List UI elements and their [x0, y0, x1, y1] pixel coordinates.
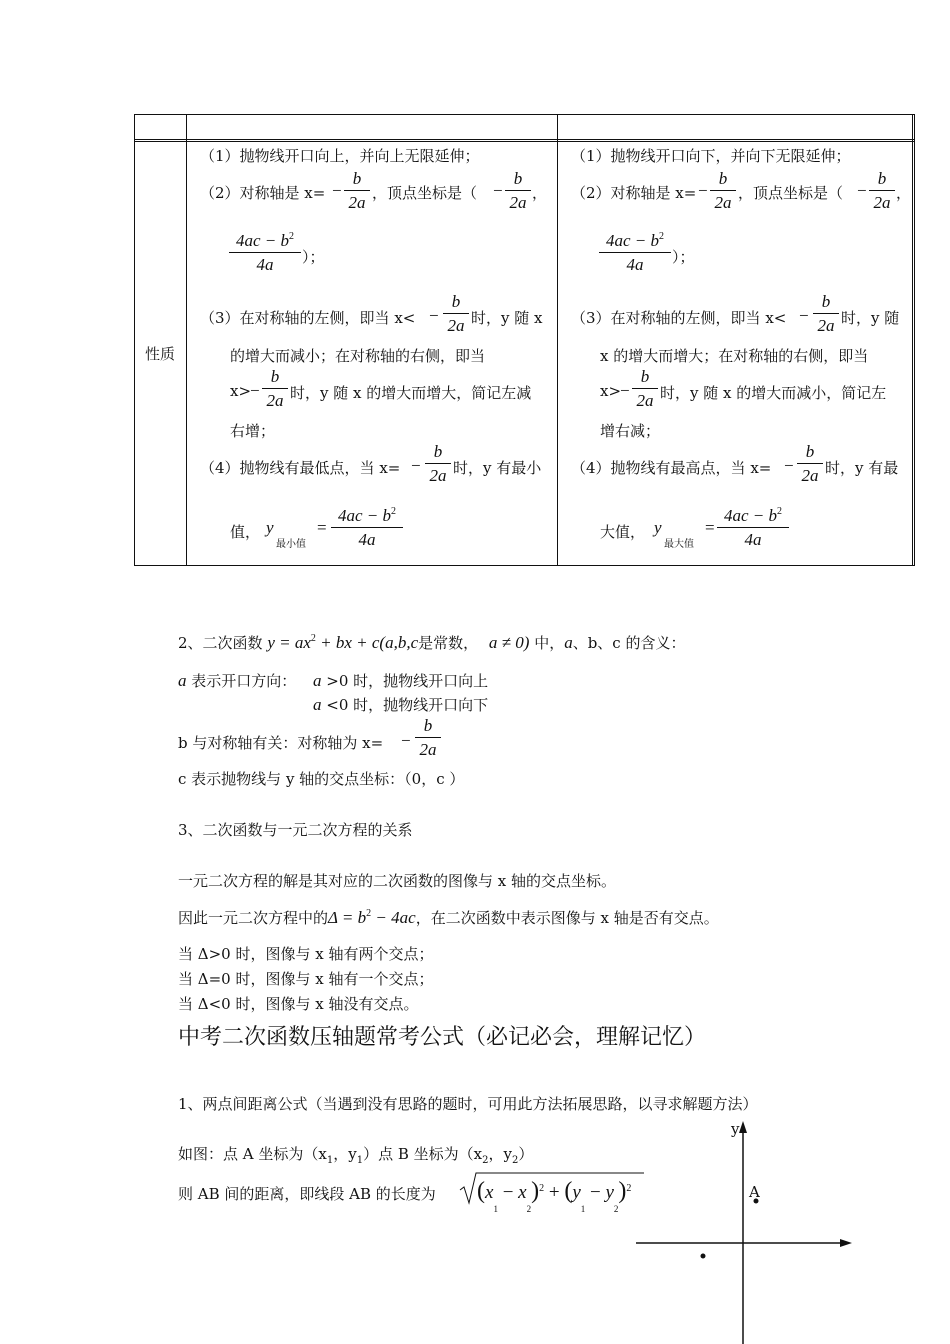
- row-label: 性质: [145, 345, 176, 363]
- table-row-divider: [134, 139, 915, 140]
- sec2-minus: −: [400, 731, 412, 750]
- right-prop-4b: 时，y 有最: [825, 459, 899, 477]
- sec4-p2: 则 AB 间的距离，即线段 AB 的长度为: [178, 1185, 436, 1203]
- table-row-divider-2: [134, 141, 915, 142]
- right-prop-1: （1）抛物线开口向下，并向下无限延伸；: [571, 147, 851, 165]
- left-prop-3e: 时，y 随 x 的增大而增大，简记左减: [290, 384, 532, 402]
- right-prop-3e: 时，y 随 x 的增大而减小，简记左: [660, 384, 887, 402]
- right-frac-ymax: $4ac - b^2$ 4a: [717, 507, 789, 548]
- right-frac-3: b 2a: [813, 293, 839, 334]
- left-prop-2d: ）；: [302, 248, 325, 266]
- right-minus-5: −: [783, 456, 795, 475]
- left-minus-1: −: [331, 181, 343, 200]
- left-prop-3b: 时，y 随 x: [471, 309, 543, 327]
- right-frac-5: b 2a: [797, 443, 823, 484]
- sec3-p1: 一元二次方程的解是其对应的二次函数的图像与 x 轴的交点坐标。: [178, 872, 616, 890]
- point-b: [701, 1254, 706, 1259]
- right-prop-2a: （2）对称轴是 x=: [571, 184, 697, 202]
- right-prop-3f: 增右减；: [600, 422, 661, 440]
- sec3-case-2: 当 Δ=0 时，图像与 x 轴有一个交点；: [178, 970, 434, 988]
- y-axis-label: y: [731, 1120, 740, 1138]
- sec3-title: 3、二次函数与一元二次方程的关系: [178, 821, 413, 839]
- left-minus-3: −: [428, 306, 440, 325]
- distance-formula: $(x_1 - x_2)^2 + (y_1 - y_2)^2$: [477, 1178, 632, 1214]
- right-minus-1: −: [697, 181, 709, 200]
- left-prop-3f: 右增；: [230, 422, 276, 440]
- table-border-left: [134, 114, 135, 566]
- left-prop-2b: ，顶点坐标是（: [372, 184, 478, 202]
- left-frac-vertex-x: b 2a: [505, 170, 531, 211]
- sec2-line-2: a <0 时，抛物线开口向下: [313, 695, 489, 714]
- left-prop-4c: 值，: [230, 523, 261, 541]
- sec3-p2: 因此一元二次方程中的$\Delta = b^2 - 4ac$，在二次函数中表示图像与 x 轴是否有交点。: [178, 908, 719, 927]
- right-ymax-sub: 最大值: [664, 539, 694, 550]
- right-prop-2d: ）；: [672, 248, 695, 266]
- sec2-line-1: a 表示开口方向：: [178, 671, 297, 690]
- right-prop-3a: （3）在对称轴的左侧，即当 x<: [571, 309, 787, 327]
- left-frac-axis: b 2a: [344, 170, 370, 211]
- left-minus-5: −: [410, 456, 422, 475]
- right-prop-4a: （4）抛物线有最高点，当 x=: [571, 459, 772, 477]
- right-prop-2c: ，: [896, 184, 912, 202]
- sec2-line-3: b 与对称轴有关：对称轴为 x=: [178, 734, 384, 752]
- right-minus-3: −: [798, 306, 810, 325]
- left-prop-3c: 的增大而减小；在对称轴的右侧，即当: [230, 347, 486, 365]
- left-minus-4: −: [249, 381, 261, 400]
- right-prop-3b: 时，y 随: [841, 309, 900, 327]
- table-col-divider-2: [557, 114, 558, 566]
- left-frac-4: b 2a: [262, 368, 288, 409]
- point-a-label: A: [749, 1183, 760, 1201]
- left-minus-2: −: [492, 181, 504, 200]
- left-eq: =: [317, 518, 327, 537]
- right-minus-2: −: [856, 181, 868, 200]
- right-eq: =: [705, 518, 715, 537]
- right-frac-vertex-x: b 2a: [869, 170, 895, 211]
- sec2-frac: b 2a: [415, 717, 441, 758]
- table-border-bottom: [134, 565, 915, 566]
- right-prop-2b: ，顶点坐标是（: [738, 184, 844, 202]
- left-prop-2c: ，: [532, 184, 548, 202]
- left-prop-1: （1）抛物线开口向上，并向上无限延伸；: [200, 147, 480, 165]
- sec4-p1: 如图：点 A 坐标为（$x_1$，$y_1$）点 B 坐标为（$x_2$，$y_2$）: [178, 1145, 534, 1166]
- right-frac-vertex-y: $4ac - b^2$ 4a: [599, 232, 671, 273]
- left-ymin-sub: 最小值: [276, 539, 306, 550]
- table-border-right-2: [914, 114, 915, 566]
- left-frac-5: b 2a: [425, 443, 451, 484]
- table-border-right: [912, 114, 913, 566]
- right-prop-4c: 大值，: [600, 523, 646, 541]
- left-prop-3d: x>: [230, 382, 252, 400]
- left-frac-vertex-y: $4ac - b^2$ 4a: [229, 232, 301, 273]
- x-axis-arrow: [840, 1239, 852, 1247]
- right-prop-3d: x>: [600, 382, 622, 400]
- right-frac-4: b 2a: [632, 368, 658, 409]
- sec2-title: 2、二次函数 $y = ax^2$ + bx + c(a,b,c是常数， a ≠ 0) 中，a、b、c 的含义：: [178, 633, 686, 652]
- left-prop-2a: （2）对称轴是 x=: [200, 184, 326, 202]
- coordinate-graph: [630, 1115, 860, 1344]
- sec2-line-4: c 表示抛物线与 y 轴的交点坐标：（0，c ）: [178, 770, 465, 788]
- table-border-top: [134, 114, 915, 115]
- table-col-divider-1: [186, 114, 187, 566]
- right-prop-3c: x 的增大而增大；在对称轴的右侧，即当: [600, 347, 869, 365]
- left-frac-3: b 2a: [443, 293, 469, 334]
- left-ymin: y: [266, 518, 274, 537]
- y-axis-arrow: [739, 1121, 747, 1133]
- sec3-case-3: 当 Δ<0 时，图像与 x 轴没有交点。: [178, 995, 419, 1013]
- sec3-case-1: 当 Δ>0 时，图像与 x 轴有两个交点；: [178, 945, 434, 963]
- right-minus-4: −: [619, 381, 631, 400]
- right-ymax: y: [654, 518, 662, 537]
- left-prop-4a: （4）抛物线有最低点，当 x=: [200, 459, 401, 477]
- left-prop-4b: 时，y 有最小: [453, 459, 542, 477]
- right-frac-axis: b 2a: [710, 170, 736, 211]
- sec2-line-1b: a >0 时，抛物线开口向上: [313, 671, 489, 690]
- left-prop-3a: （3）在对称轴的左侧，即当 x<: [200, 309, 416, 327]
- left-frac-ymin: $4ac - b^2$ 4a: [331, 507, 403, 548]
- section-heading: 中考二次函数压轴题常考公式（必记必会，理解记忆）: [178, 1025, 707, 1050]
- sec4-title: 1、两点间距离公式（当遇到没有思路的题时，可用此方法拓展思路，以寻求解题方法）: [178, 1095, 758, 1113]
